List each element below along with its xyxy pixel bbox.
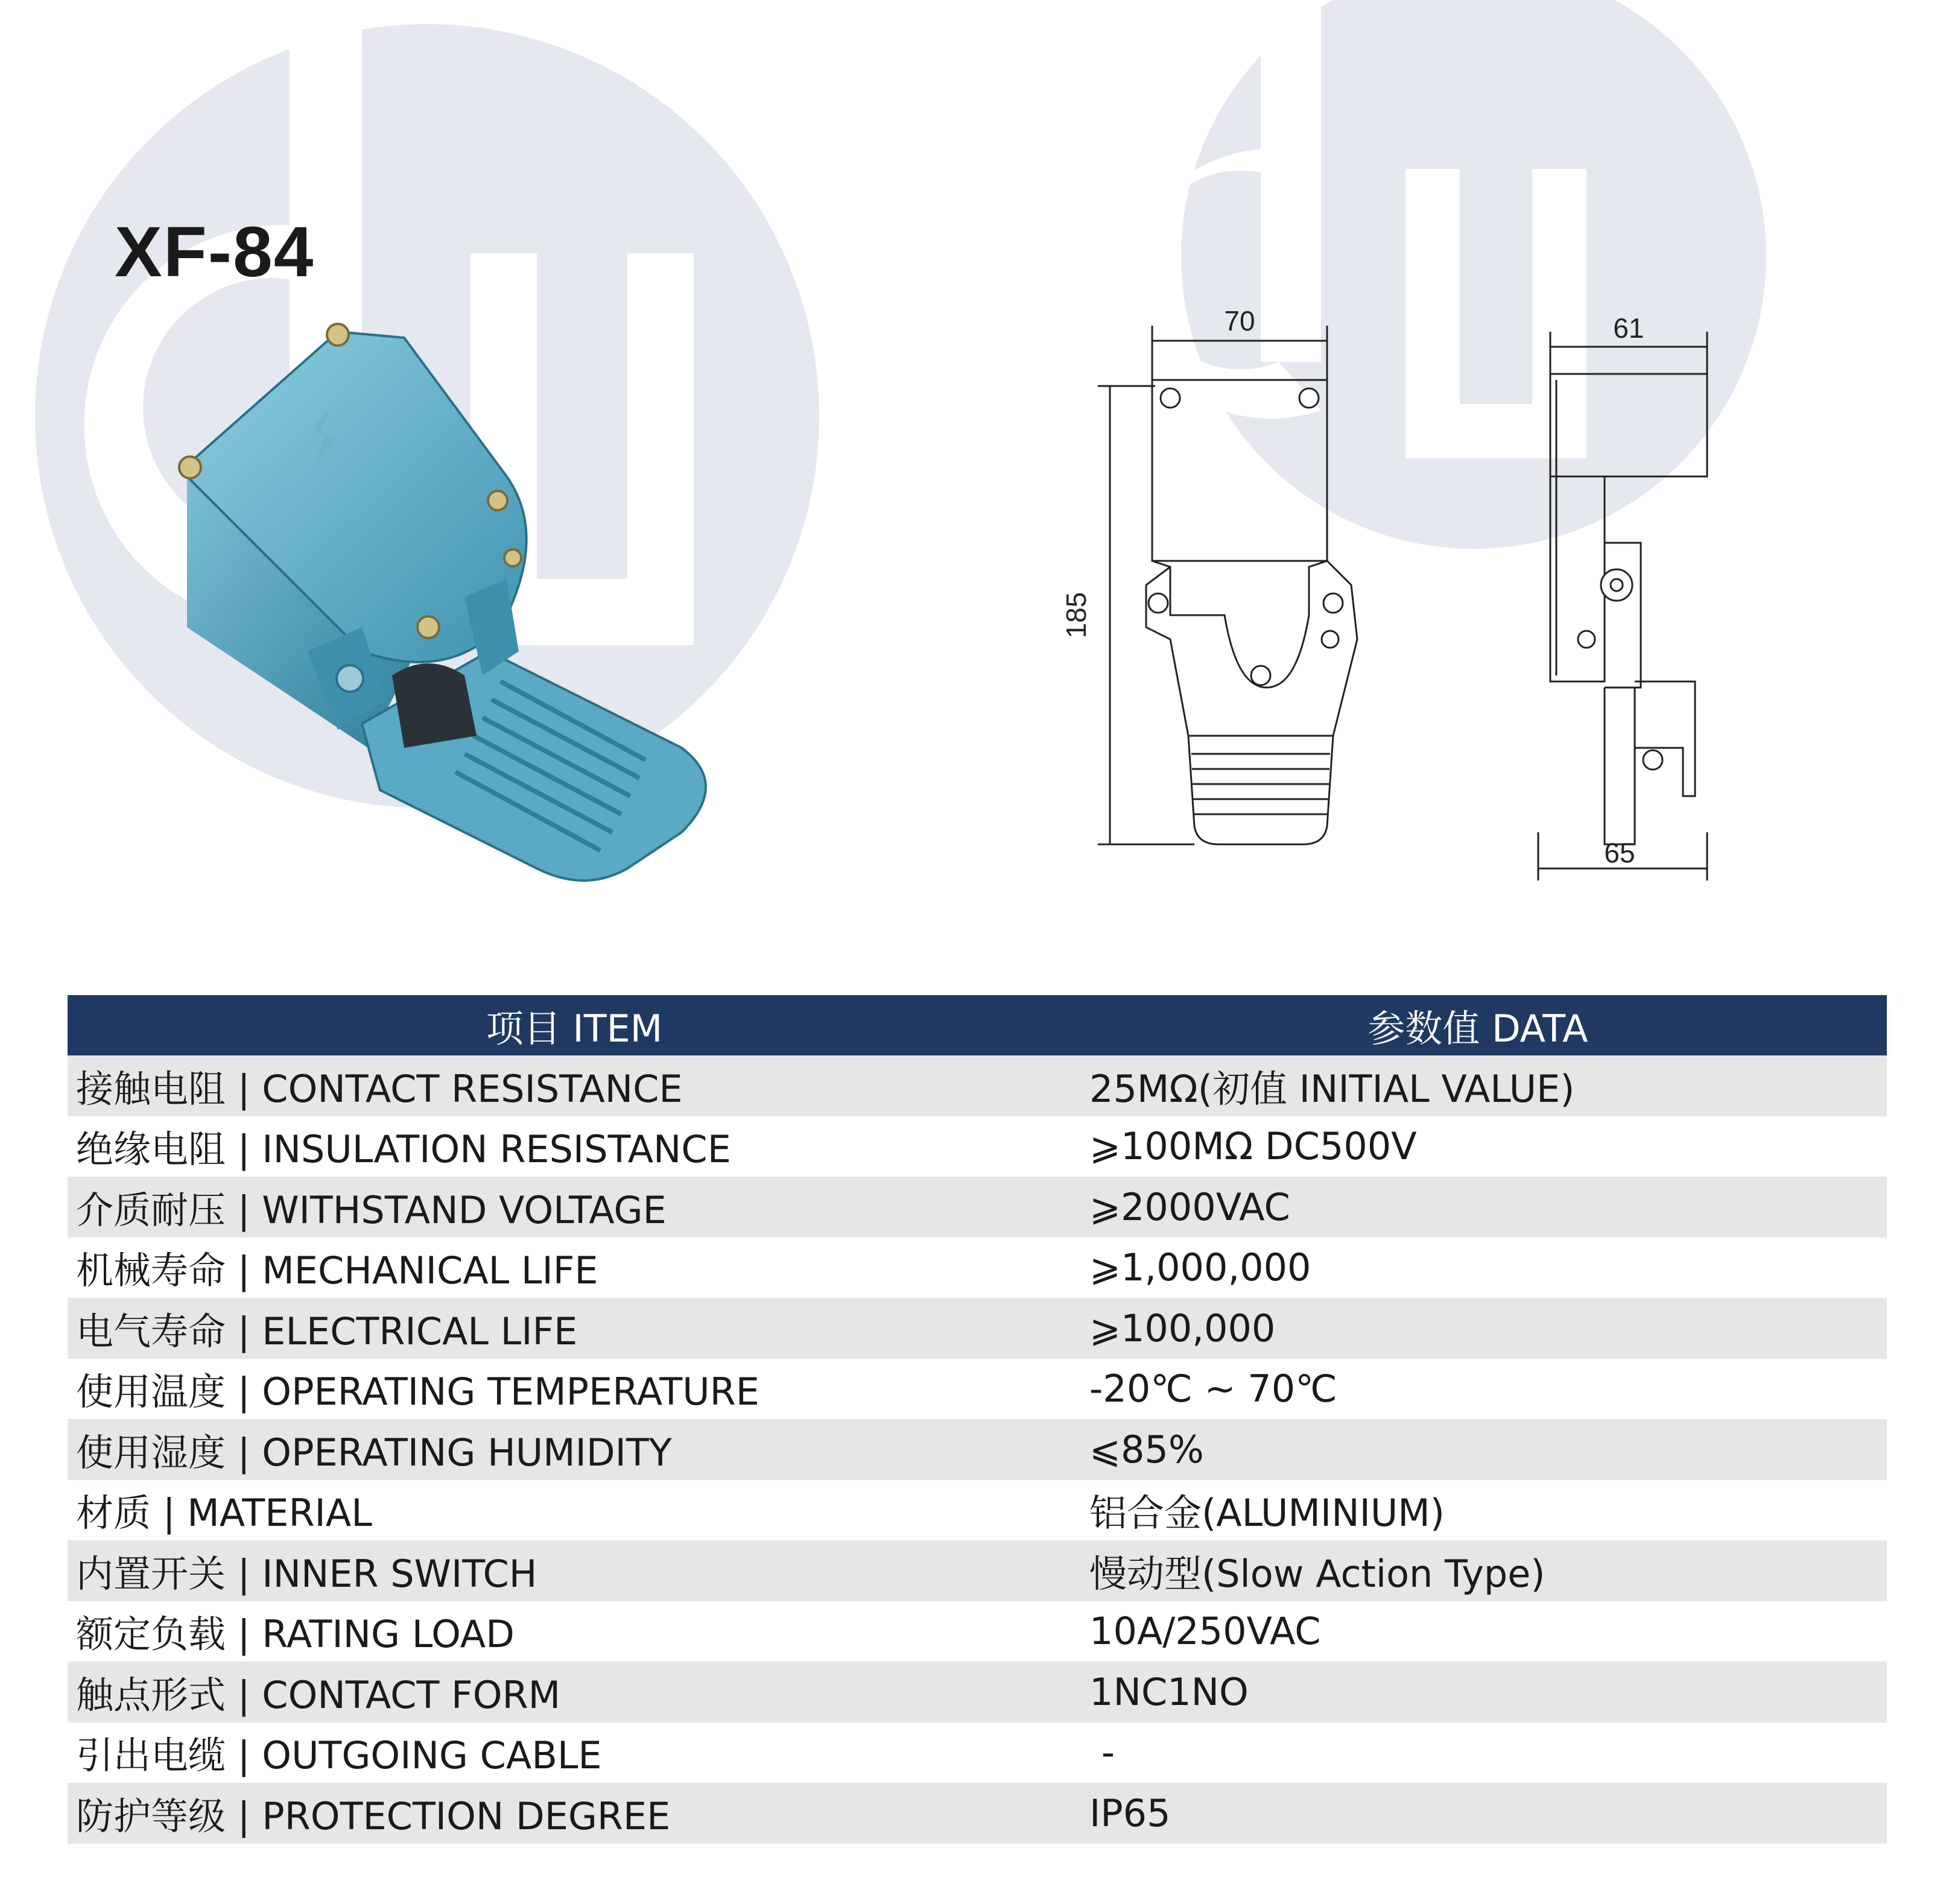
table-row (68, 1298, 1887, 1359)
header-data: 参数值 DATA (1087, 995, 1887, 1055)
row-value: ⩾100,000 (1087, 1298, 1887, 1359)
model-title: XF-84 (115, 212, 315, 292)
row-value: ⩾2000VAC (1087, 1177, 1887, 1238)
table-row (68, 1359, 1887, 1420)
row-value: ⩾1,000,000 (1087, 1238, 1887, 1298)
row-item: 介质耐压 | WITHSTAND VOLTAGE (68, 1177, 1087, 1238)
row-item: 接触电阻 | CONTACT RESISTANCE (68, 1055, 1087, 1116)
side-view-drawing (1520, 314, 1773, 893)
row-item: 使用温度 | OPERATING TEMPERATURE (68, 1359, 1087, 1420)
header-item: 项目 ITEM (68, 995, 1087, 1055)
table-row (68, 1601, 1887, 1662)
table-row (68, 1055, 1887, 1116)
row-value: 1NC1NO (1087, 1662, 1887, 1722)
row-item: 内置开关 | INNER SWITCH (68, 1540, 1087, 1601)
row-item: 额定负载 | RATING LOAD (68, 1601, 1087, 1662)
table-row (68, 1722, 1887, 1783)
table-row (68, 1540, 1887, 1601)
table-row (68, 1480, 1887, 1541)
front-view-drawing (1050, 302, 1375, 881)
row-value: 铝合金(ALUMINIUM) (1087, 1480, 1887, 1541)
table-row (68, 1177, 1887, 1238)
row-item: 绝缘电阻 | INSULATION RESISTANCE (68, 1116, 1087, 1177)
table-row (68, 1116, 1887, 1177)
table-row (68, 1662, 1887, 1722)
spec-table (68, 995, 1887, 1844)
row-item: 触点形式 | CONTACT FORM (68, 1662, 1087, 1722)
row-item: 电气寿命 | ELECTRICAL LIFE (68, 1298, 1087, 1359)
table-row (68, 1238, 1887, 1298)
table-row (68, 1419, 1887, 1480)
dim-top-label: 61 (1613, 314, 1644, 344)
dim-height-label: 185 (1060, 592, 1092, 639)
row-value: 10A/250VAC (1087, 1601, 1887, 1662)
row-item: 材质 | MATERIAL (68, 1480, 1087, 1541)
dim-bottom-label: 65 (1604, 837, 1635, 868)
row-value: ⩽85% (1087, 1419, 1887, 1480)
table-row (68, 1783, 1887, 1844)
foot-switch-photo (163, 314, 826, 917)
row-item: 防护等级 | PROTECTION DEGREE (68, 1783, 1087, 1844)
row-value: ⩾100MΩ DC500V (1087, 1116, 1887, 1177)
row-item: 使用湿度 | OPERATING HUMIDITY (68, 1419, 1087, 1480)
row-value: IP65 (1087, 1783, 1887, 1844)
row-value: -20℃ ~ 70℃ (1087, 1359, 1887, 1420)
dim-width-label: 70 (1224, 305, 1255, 337)
row-item: 机械寿命 | MECHANICAL LIFE (68, 1238, 1087, 1298)
row-value: - (1087, 1722, 1887, 1783)
row-value: 25MΩ(初值 INITIAL VALUE) (1087, 1055, 1887, 1116)
row-value: 慢动型(Slow Action Type) (1087, 1540, 1887, 1601)
table-header-row (68, 995, 1887, 1055)
row-item: 引出电缆 | OUTGOING CABLE (68, 1722, 1087, 1783)
